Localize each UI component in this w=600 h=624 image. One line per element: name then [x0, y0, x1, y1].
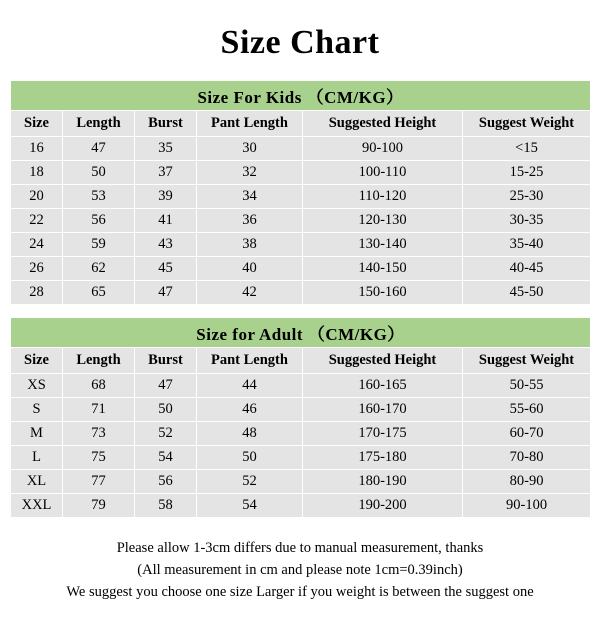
- kids-col-length: Length: [63, 111, 135, 137]
- cell-size: 16: [11, 137, 63, 161]
- cell-suggest-weight: <15: [463, 137, 591, 161]
- cell-length: 53: [63, 185, 135, 209]
- cell-burst: 47: [135, 281, 197, 305]
- cell-pant-length: 50: [197, 446, 303, 470]
- table-row: [11, 257, 591, 281]
- adult-column-header-row: [11, 348, 591, 374]
- cell-size: 18: [11, 161, 63, 185]
- size-chart-page: [0, 24, 600, 624]
- cell-pant-length: 34: [197, 185, 303, 209]
- cell-size: XL: [11, 470, 63, 494]
- adult-col-burst: Burst: [135, 348, 197, 374]
- kids-col-pant-length: Pant Length: [197, 111, 303, 137]
- cell-length: 73: [63, 422, 135, 446]
- cell-suggest-weight: 15-25: [463, 161, 591, 185]
- cell-suggested-height: 150-160: [303, 281, 463, 305]
- cell-suggest-weight: 90-100: [463, 494, 591, 518]
- cell-length: 47: [63, 137, 135, 161]
- table-row: [11, 209, 591, 233]
- cell-suggested-height: 130-140: [303, 233, 463, 257]
- cell-burst: 54: [135, 446, 197, 470]
- page-title: Size Chart: [220, 24, 380, 61]
- table-row: [11, 233, 591, 257]
- adult-table-section: [10, 317, 590, 518]
- table-row: [11, 137, 591, 161]
- note-line-2: (All measurement in cm and please note 1cm=0.39inch): [137, 562, 463, 578]
- kids-table-section: [10, 80, 590, 305]
- cell-suggest-weight: 25-30: [463, 185, 591, 209]
- note-line-1: Please allow 1-3cm differs due to manual measurement, thanks: [116, 540, 484, 556]
- cell-suggested-height: 180-190: [303, 470, 463, 494]
- cell-burst: 41: [135, 209, 197, 233]
- cell-size: S: [11, 398, 63, 422]
- cell-pant-length: 54: [197, 494, 303, 518]
- cell-length: 65: [63, 281, 135, 305]
- cell-suggested-height: 190-200: [303, 494, 463, 518]
- cell-suggest-weight: 80-90: [463, 470, 591, 494]
- cell-length: 77: [63, 470, 135, 494]
- table-row: [11, 446, 591, 470]
- cell-burst: 37: [135, 161, 197, 185]
- cell-pant-length: 30: [197, 137, 303, 161]
- table-row: [11, 398, 591, 422]
- cell-length: 75: [63, 446, 135, 470]
- kids-col-size: Size: [11, 111, 63, 137]
- cell-burst: 43: [135, 233, 197, 257]
- cell-size: XXL: [11, 494, 63, 518]
- cell-length: 79: [63, 494, 135, 518]
- cell-suggested-height: 110-120: [303, 185, 463, 209]
- note-line-3: We suggest you choose one size Larger if you weight is between the suggest one: [66, 584, 534, 600]
- cell-suggest-weight: 60-70: [463, 422, 591, 446]
- cell-burst: 45: [135, 257, 197, 281]
- adult-col-length: Length: [63, 348, 135, 374]
- cell-suggested-height: 140-150: [303, 257, 463, 281]
- cell-length: 62: [63, 257, 135, 281]
- cell-suggested-height: 120-130: [303, 209, 463, 233]
- cell-suggest-weight: 70-80: [463, 446, 591, 470]
- cell-suggest-weight: 35-40: [463, 233, 591, 257]
- cell-suggest-weight: 50-55: [463, 374, 591, 398]
- kids-size-table: [10, 80, 591, 305]
- cell-pant-length: 52: [197, 470, 303, 494]
- cell-burst: 50: [135, 398, 197, 422]
- cell-pant-length: 38: [197, 233, 303, 257]
- kids-col-suggest-weight: Suggest Weight: [463, 111, 591, 137]
- table-row: [11, 470, 591, 494]
- cell-suggest-weight: 45-50: [463, 281, 591, 305]
- cell-burst: 35: [135, 137, 197, 161]
- kids-col-burst: Burst: [135, 111, 197, 137]
- cell-suggested-height: 175-180: [303, 446, 463, 470]
- cell-suggested-height: 160-165: [303, 374, 463, 398]
- adult-col-size: Size: [11, 348, 63, 374]
- table-spacer: [0, 305, 600, 317]
- adult-size-table: [10, 317, 591, 518]
- cell-size: L: [11, 446, 63, 470]
- kids-band-title: Size For Kids （CM/KG）: [11, 81, 591, 111]
- cell-length: 59: [63, 233, 135, 257]
- cell-burst: 58: [135, 494, 197, 518]
- notes-block: [0, 538, 600, 603]
- adult-table-band: [11, 318, 591, 348]
- cell-length: 68: [63, 374, 135, 398]
- adult-col-suggest-weight: Suggest Weight: [463, 348, 591, 374]
- cell-pant-length: 40: [197, 257, 303, 281]
- cell-size: 20: [11, 185, 63, 209]
- kids-table-band: [11, 81, 591, 111]
- adult-col-pant-length: Pant Length: [197, 348, 303, 374]
- cell-size: 26: [11, 257, 63, 281]
- table-row: [11, 494, 591, 518]
- cell-suggested-height: 100-110: [303, 161, 463, 185]
- cell-size: M: [11, 422, 63, 446]
- kids-col-suggested-height: Suggested Height: [303, 111, 463, 137]
- cell-suggest-weight: 55-60: [463, 398, 591, 422]
- cell-burst: 39: [135, 185, 197, 209]
- cell-pant-length: 46: [197, 398, 303, 422]
- cell-size: 24: [11, 233, 63, 257]
- adult-band-title: Size for Adult （CM/KG）: [11, 318, 591, 348]
- cell-burst: 47: [135, 374, 197, 398]
- cell-suggest-weight: 40-45: [463, 257, 591, 281]
- table-row: [11, 161, 591, 185]
- cell-length: 56: [63, 209, 135, 233]
- table-row: [11, 185, 591, 209]
- table-row: [11, 281, 591, 305]
- cell-length: 50: [63, 161, 135, 185]
- cell-pant-length: 48: [197, 422, 303, 446]
- cell-suggested-height: 170-175: [303, 422, 463, 446]
- table-row: [11, 374, 591, 398]
- cell-pant-length: 32: [197, 161, 303, 185]
- cell-pant-length: 44: [197, 374, 303, 398]
- cell-size: XS: [11, 374, 63, 398]
- cell-suggest-weight: 30-35: [463, 209, 591, 233]
- cell-burst: 52: [135, 422, 197, 446]
- table-row: [11, 422, 591, 446]
- cell-size: 22: [11, 209, 63, 233]
- cell-burst: 56: [135, 470, 197, 494]
- cell-length: 71: [63, 398, 135, 422]
- adult-col-suggested-height: Suggested Height: [303, 348, 463, 374]
- cell-size: 28: [11, 281, 63, 305]
- kids-column-header-row: [11, 111, 591, 137]
- cell-suggested-height: 160-170: [303, 398, 463, 422]
- cell-pant-length: 42: [197, 281, 303, 305]
- cell-suggested-height: 90-100: [303, 137, 463, 161]
- cell-pant-length: 36: [197, 209, 303, 233]
